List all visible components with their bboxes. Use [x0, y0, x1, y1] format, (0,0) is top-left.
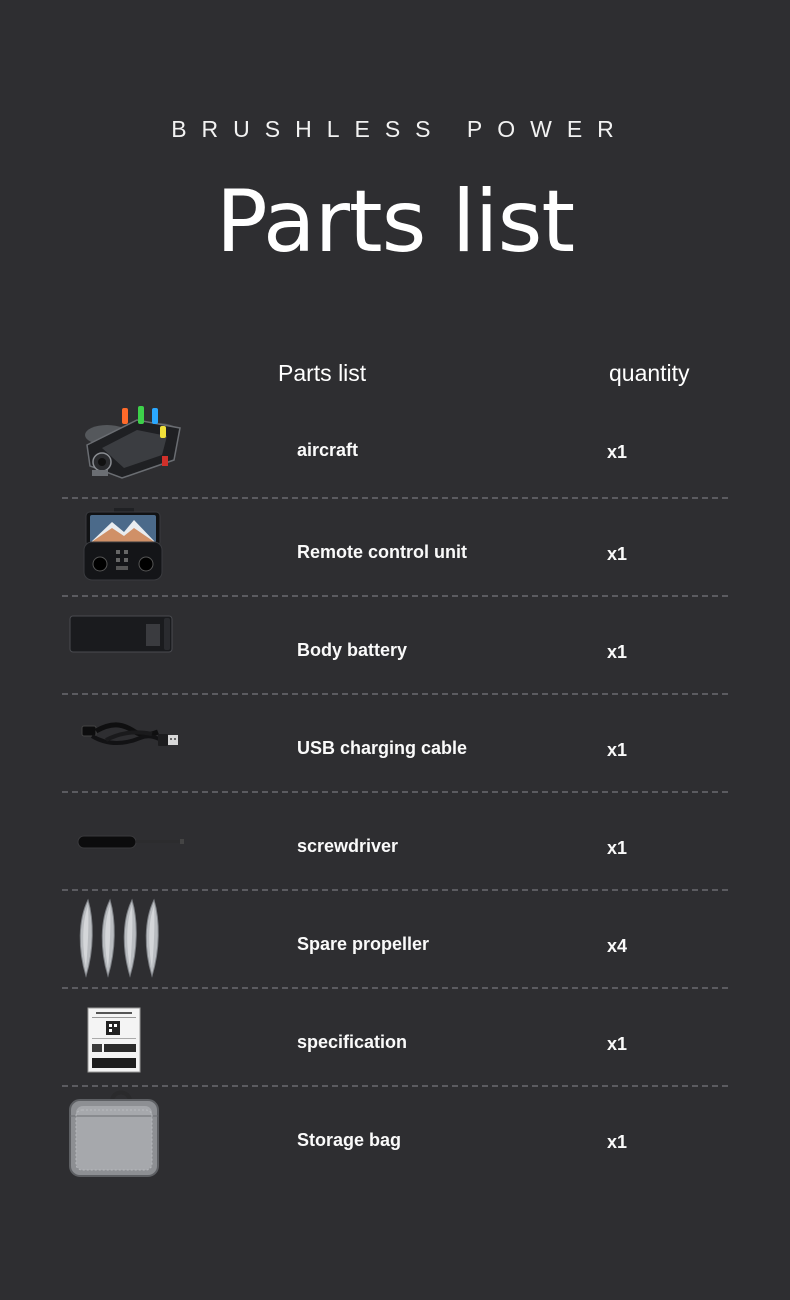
table-row [62, 988, 728, 1086]
part-quantity: x1 [607, 642, 628, 662]
table-row [62, 498, 728, 596]
part-name: screwdriver [297, 836, 399, 856]
drone-icon [62, 400, 192, 498]
manual-icon [62, 988, 192, 1086]
part-name: Body battery [297, 640, 408, 660]
table-row [62, 792, 728, 890]
table-row [62, 596, 728, 694]
screwdriver-icon [62, 792, 192, 890]
part-name: USB charging cable [297, 738, 468, 758]
page-title: Parts list [215, 172, 575, 272]
part-name: Storage bag [297, 1130, 402, 1150]
part-quantity: x1 [607, 544, 628, 564]
part-quantity: x1 [607, 838, 628, 858]
part-name: Remote control unit [297, 542, 467, 562]
part-quantity: x4 [607, 936, 628, 956]
column-header-quantity: quantity [609, 360, 690, 386]
part-name: specification [297, 1032, 408, 1052]
part-quantity: x1 [607, 442, 628, 462]
remote-controller-icon [62, 498, 192, 596]
propeller-icon [62, 890, 192, 988]
part-quantity: x1 [607, 1034, 628, 1054]
part-name: Spare propeller [297, 934, 430, 954]
table-row [62, 400, 728, 498]
table-row [62, 1086, 728, 1184]
part-quantity: x1 [607, 1132, 628, 1152]
storage-bag-icon [62, 1086, 192, 1184]
part-name: aircraft [297, 440, 359, 460]
table-row [62, 890, 728, 988]
subtitle: BRUSHLESS POWER [171, 116, 629, 142]
usb-cable-icon [62, 694, 192, 792]
table-row [62, 694, 728, 792]
battery-icon [62, 596, 192, 694]
part-quantity: x1 [607, 740, 628, 760]
column-header-parts: Parts list [278, 360, 367, 386]
